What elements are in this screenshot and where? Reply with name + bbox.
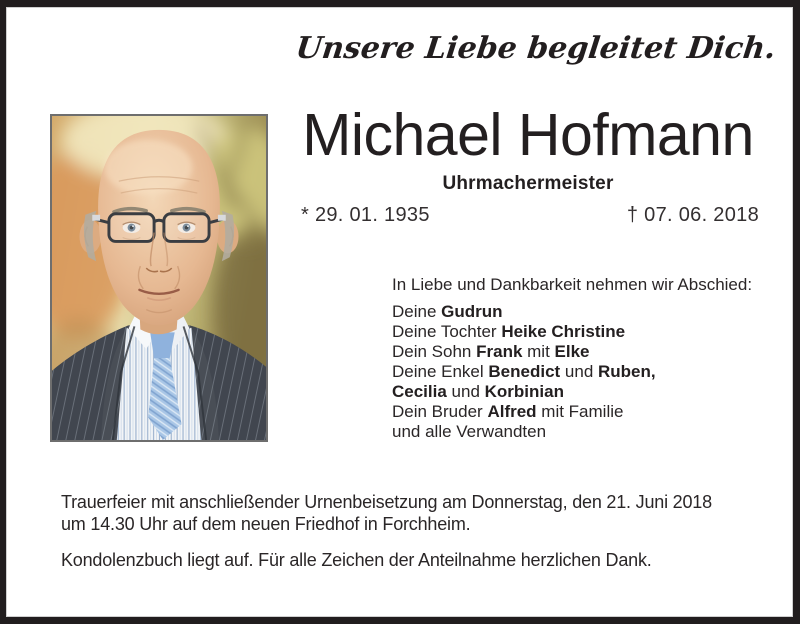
funeral-line-1: Trauerfeier mit anschließender Urnenbeisetzung am Donnerstag, den 21. Juni 2018 [61,492,712,512]
birth-date: * 29. 01. 1935 [301,204,430,226]
announcement-block [61,491,771,571]
death-date: † 07. 06. 2018 [626,204,759,226]
farewell-intro: In Liebe und Dankbarkeit nehmen wir Abschied: [392,275,753,294]
deceased-name: Michael Hofmann [302,102,754,168]
mourner-line: und alle Verwandten [392,422,547,441]
mourner-line: Dein Bruder Alfred mit Familie [392,402,624,421]
mourner-line: Deine Enkel Benedict und Ruben, [392,362,656,381]
motto-text: Unsere Liebe begleitet Dich. [293,31,778,66]
mourner-line: Deine Tochter Heike Christine [392,322,626,341]
portrait-photo [50,114,268,442]
funeral-line-2: um 14.30 Uhr auf dem neuen Friedhof in Forchheim. [61,514,471,534]
funeral-details [61,491,771,535]
mourners-list [392,302,772,442]
mourner-line: Deine Gudrun [392,302,503,321]
life-dates [301,204,759,227]
farewell-block [392,275,772,442]
mourner-line: Dein Sohn Frank mit Elke [392,342,590,361]
portrait-illustration [52,116,266,440]
deceased-profession: Uhrmachermeister [442,173,614,194]
mourner-line: Cecilia und Korbinian [392,382,564,401]
condolence-note: Kondolenzbuch liegt auf. Für alle Zeichen der Anteilnahme herzlichen Dank. [61,550,652,570]
